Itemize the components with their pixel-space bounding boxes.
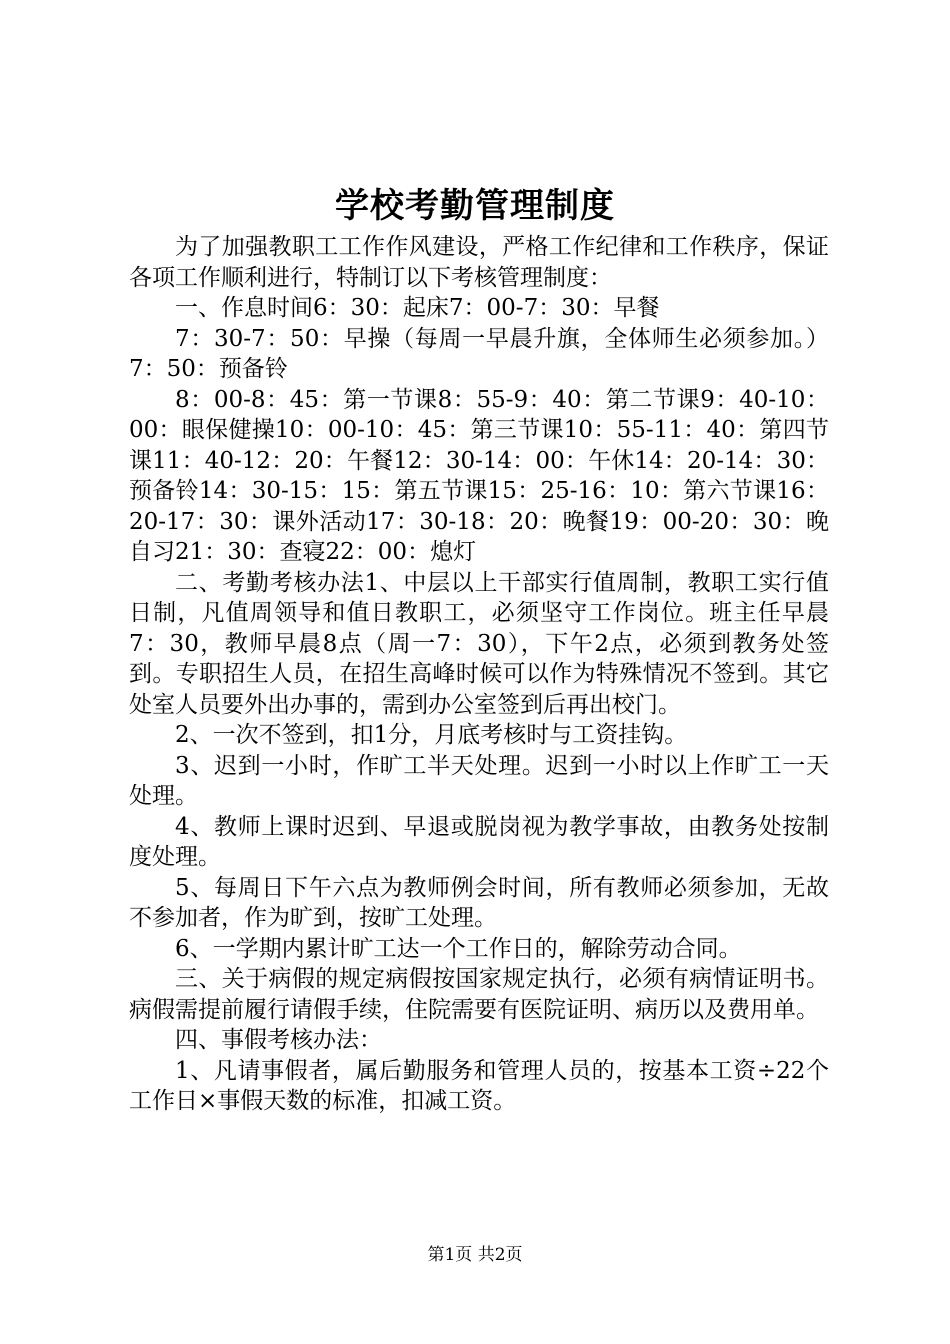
paragraph-rule-2: 2、一次不签到，扣1分，月底考核时与工资挂钩。 bbox=[175, 722, 688, 748]
paragraph-rule-6: 6、一学期内累计旷工达一个工作日的，解除劳动合同。 bbox=[175, 935, 742, 962]
paragraph-schedule-2: 7：30-7：50：早操（每周一早晨升旗，全体师生必须参加。）7：50：预备铃 bbox=[129, 325, 829, 382]
paragraph-rule-3: 3、迟到一小时，作旷工半天处理。迟到一小时以上作旷工一天处理。 bbox=[129, 752, 829, 809]
paragraph-sick-leave: 三、关于病假的规定病假按国家规定执行，必须有病情证明书。病假需提前履行请假手续，住院需要有医院证明、病历以及费用单。 bbox=[129, 966, 829, 1023]
document-title: 学校考勤管理制度 bbox=[335, 186, 615, 226]
paragraph-intro: 为了加强教职工工作作风建设，严格工作纪律和工作秩序，保证各项工作顺利进行，特制订以下考核管理制度： bbox=[129, 234, 829, 291]
paragraph-rule-5: 5、每周日下午六点为教师例会时间，所有教师必须参加，无故不参加者，作为旷到，按旷工处理。 bbox=[129, 874, 829, 931]
paragraph-personal-leave-heading: 四、事假考核办法： bbox=[175, 1027, 382, 1053]
document-body bbox=[129, 232, 829, 1117]
paragraph-rule-4: 4、教师上课时迟到、早退或脱岗视为教学事故，由教务处按制度处理。 bbox=[129, 813, 829, 870]
paragraph-schedule-3: 8：00-8：45：第一节课8：55-9：40：第二节课9：40-10：00：眼保健操10：00-10：45：第三节课10：55-11：40：第四节课11：40-12：20：午餐12：30-14：00：午休14：20-14：30：预备铃14：30-15：15：第五节课15：25-16：10：第六节课16：20-17：30：课外活动17：30-18：20：晚餐19：00-20：30：晚自习21：30：查寝22：00：熄灯 bbox=[129, 386, 829, 565]
paragraph-schedule-1: 一、作息时间6：30：起床7：00-7：30：早餐 bbox=[175, 295, 660, 321]
paragraph-attendance-method: 二、考勤考核办法1、中层以上干部实行值周制，教职工实行值日制，凡值周领导和值日教职工，必须坚守工作岗位。班主任早晨7：30，教师早晨8点（周一7：30），下午2点，必须到教务处签到。专职招生人员，在招生高峰时候可以作为特殊情况不签到。其它处室人员要外出办事的，需到办公室签到后再出校门。 bbox=[129, 569, 829, 718]
paragraph-personal-leave-rule-1: 1、凡请事假者，属后勤服务和管理人员的，按基本工资÷22个工作日×事假天数的标准，扣减工资。 bbox=[129, 1057, 829, 1114]
page-number: 第1页 共2页 bbox=[427, 1245, 523, 1265]
